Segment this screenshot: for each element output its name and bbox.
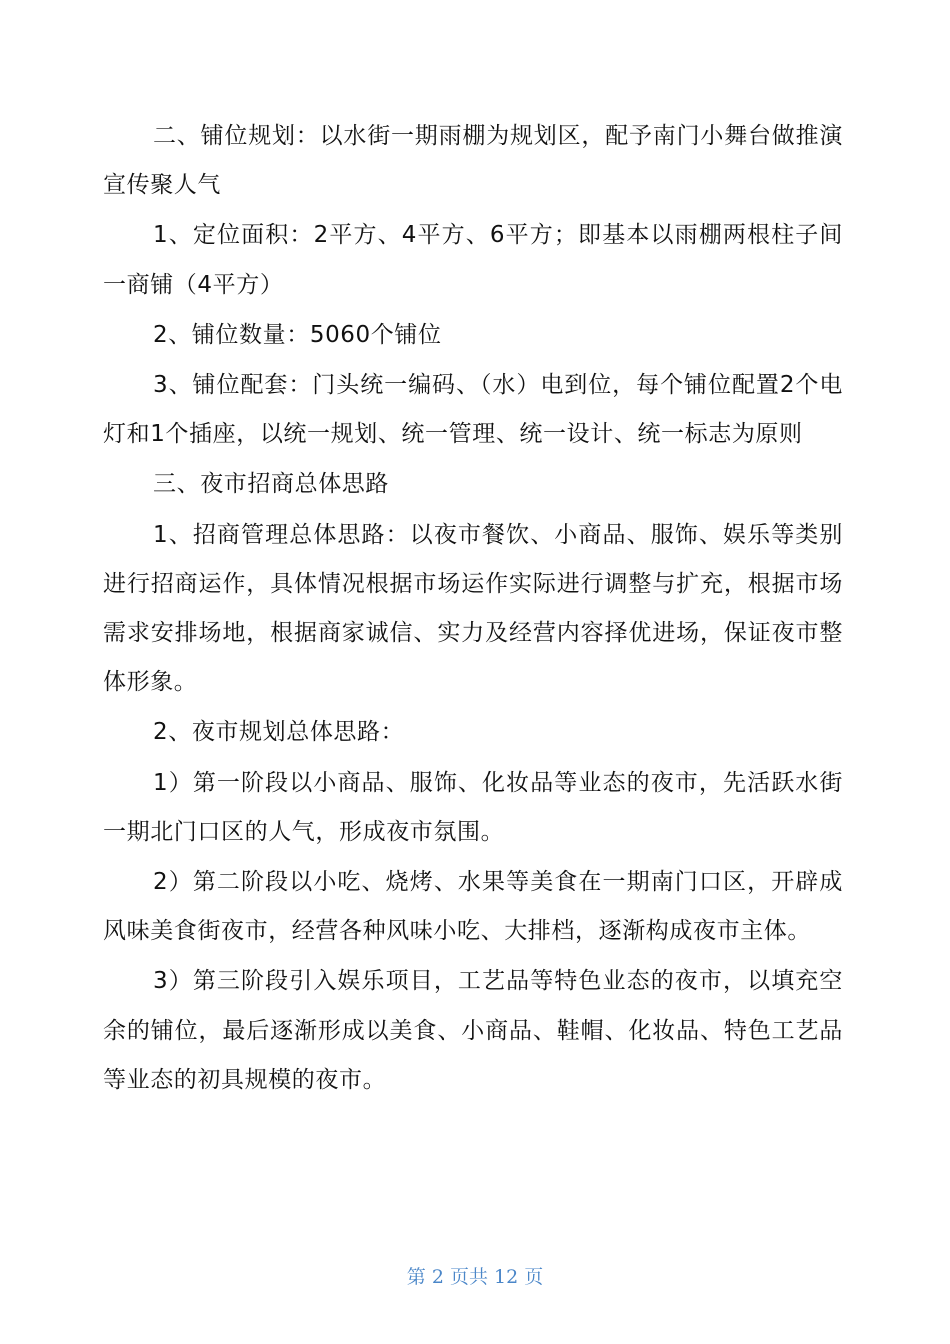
paragraph-planning-heading: 2、夜市规划总体思路： (153, 719, 405, 746)
paragraph-phase-two: 2）第二阶段以小吃、烧烤、水果等美食在一期南门口区，开辟成风味美食街夜市，经营各种风味小吃、大排档，逐渐构成夜市主体。 (103, 869, 843, 945)
paragraph-area: 1、定位面积：2平方、4平方、6平方；即基本以雨棚两根柱子间一商铺（4平方） (103, 222, 843, 298)
section-heading-investment: 三、夜市招商总体思路 (153, 471, 389, 498)
paragraph-investment-management: 1、招商管理总体思路：以夜市餐饮、小商品、服饰、娱乐等类别进行招商运作，具体情况根据市场运作实际进行调整与扩充，根据市场需求安排场地，根据商家诚信、实力及经营内容择优进场，保证夜市整体形象。 (103, 521, 843, 696)
paragraph-shop-facilities: 3、铺位配套：门头统一编码、（水）电到位，每个铺位配置2个电灯和1个插座，以统一规划、统一管理、统一设计、统一标志为原则 (103, 372, 843, 448)
page-number-footer: 第 2 页共 12 页 (406, 1266, 544, 1288)
paragraph-shop-count: 2、铺位数量：5060个铺位 (153, 321, 442, 348)
paragraph-phase-one: 1）第一阶段以小商品、服饰、化妆品等业态的夜市，先活跃水街一期北门口区的人气，形成夜市氛围。 (103, 769, 843, 845)
paragraph-shop-planning: 二、铺位规划：以水街一期雨棚为规划区，配予南门小舞台做推演宣传聚人气 (103, 123, 843, 199)
document-body (103, 112, 843, 1106)
paragraph-phase-three: 3）第三阶段引入娱乐项目，工艺品等特色业态的夜市，以填充空余的铺位，最后逐渐形成以美食、小商品、鞋帽、化妆品、特色工艺品等业态的初具规模的夜市。 (103, 968, 843, 1093)
